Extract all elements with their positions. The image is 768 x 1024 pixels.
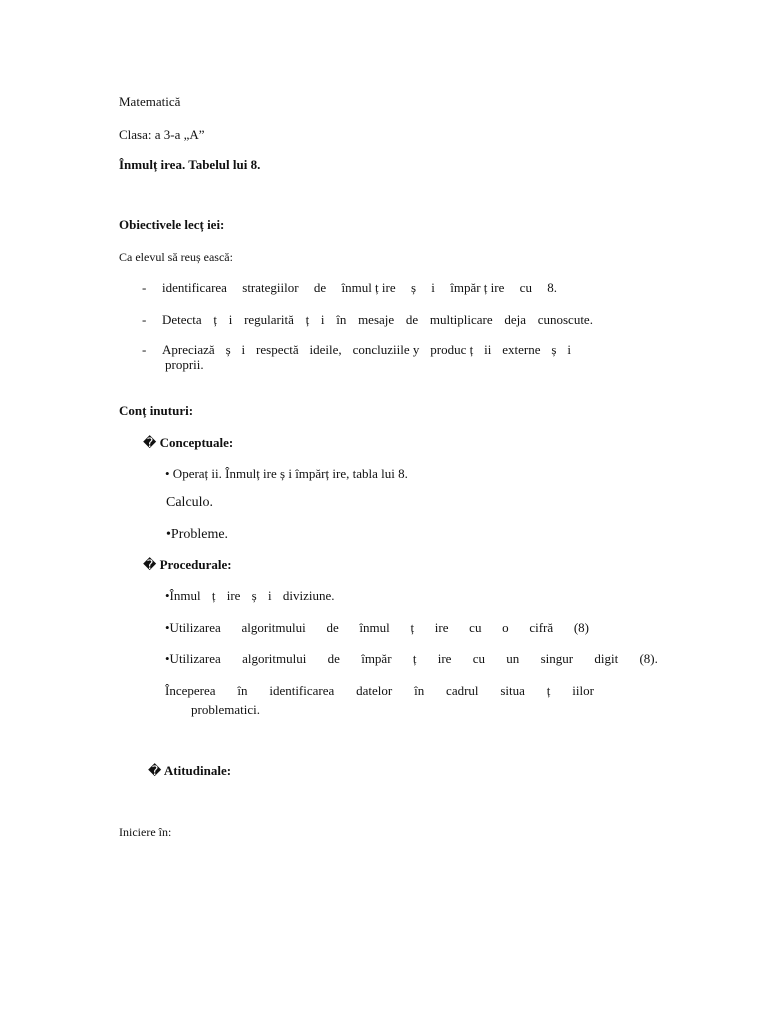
missing-glyph-icon: � (143, 558, 157, 573)
conceptual-item-operations: • Operaț ii. Înmulț ire ș i împărț ire, tabla lui 8. (165, 466, 408, 481)
contents-heading: Conț inuturi: (119, 403, 194, 418)
class-label: Clasa: a 3-a „A” (119, 127, 205, 142)
procedural-section (143, 557, 232, 574)
conceptual-label: Conceptuale: (159, 435, 234, 450)
lesson-title: Înmulț irea. Tabelul lui 8. (119, 157, 261, 172)
procedural-item-multiplication: •Înmul ț ire ș i diviziune. (165, 588, 335, 603)
initiation-label: Iniciere în: (119, 825, 172, 839)
objective-item-1: identificarea strategiilor de înmul ț ire ș i împăr ț ire cu 8. (162, 280, 557, 295)
conceptual-item-calculo: Calculo. (166, 495, 214, 510)
conceptual-item-problems: •Probleme. (166, 527, 229, 542)
objective-item-3-continuation: proprii. (165, 357, 204, 372)
procedural-item-data-identification: Începerea în identificarea datelor în cadrul situa ț iilor (165, 683, 594, 698)
missing-glyph-icon: � (143, 436, 157, 451)
procedural-item-multiplication-algorithm: •Utilizarea algoritmului de înmul ț ire cu o cifră (8) (165, 620, 589, 635)
objective-dash: - (142, 312, 147, 327)
procedural-item-data-identification-continuation: problematici. (191, 702, 260, 717)
attitudinal-section (148, 763, 231, 780)
missing-glyph-icon: � (148, 764, 162, 779)
objective-dash: - (142, 280, 147, 295)
procedural-label: Procedurale: (159, 557, 232, 572)
subject-label: Matematică (119, 94, 181, 109)
procedural-item-division-algorithm: •Utilizarea algoritmului de împăr ț ire cu un singur digit (8). (165, 651, 658, 666)
objectives-intro: Ca elevul să reuș ească: (119, 250, 233, 264)
objective-dash: - (142, 342, 147, 357)
objectives-heading: Obiectivele lecț iei: (119, 217, 225, 232)
conceptual-section (143, 435, 233, 452)
objective-item-2: Detecta ț i regularită ț i în mesaje de multiplicare deja cunoscute. (162, 312, 593, 327)
objective-item-3: Apreciază ș i respectă ideile, concluziile y produc ț ii externe ș i (162, 342, 571, 357)
attitudinal-label: Atitudinale: (163, 763, 232, 778)
